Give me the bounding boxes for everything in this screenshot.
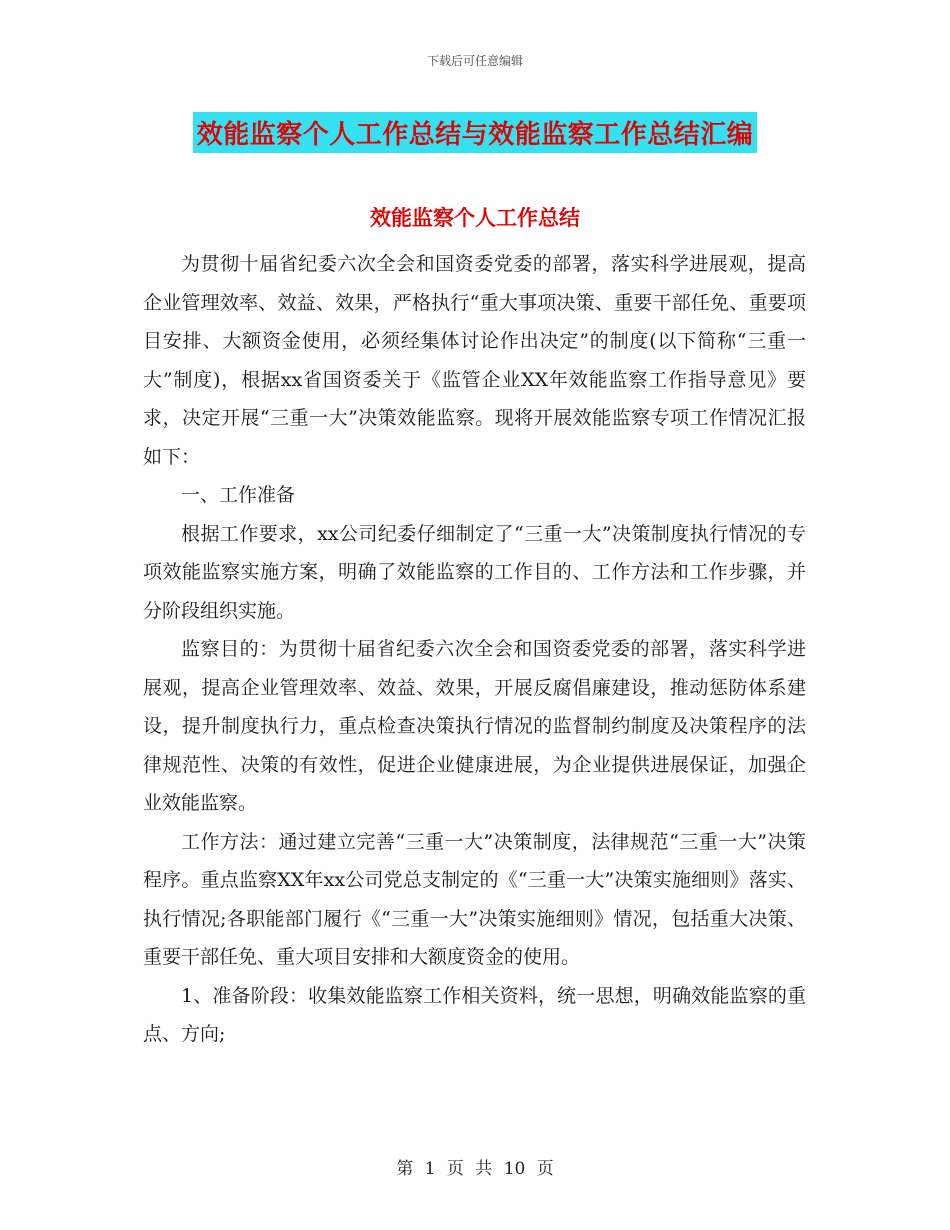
- paragraph: 1、准备阶段：收集效能监察工作相关资料，统一思想，明确效能监察的重点、方向;: [143, 984, 806, 1045]
- page-footer: 第 1 页 共 10 页: [396, 1159, 554, 1179]
- paragraph: 根据工作要求，xx公司纪委仔细制定了“三重一大”决策制度执行情况的专项效能监察实施方案，明确了效能监察的工作目的、工作方法和工作步骤，并分阶段组织实施。: [143, 522, 806, 622]
- paragraph: 为贯彻十届省纪委六次全会和国资委党委的部署，落实科学进展观，提高企业管理效率、效益、效果，严格执行“重大事项决策、重要干部任免、重要项目安排、大额资金使用，必须经集体讨论作出决定”的制度(以下简称“三重一大”制度)，根据xx省国资委关于《监管企业XX年效能监察工作指导意见》要求，决定开展“三重一大”决策效能监察。现将开展效能监察专项工作情况汇报如下：: [143, 253, 806, 468]
- paragraph: 一、工作准备: [181, 484, 296, 506]
- document-title: 效能监察个人工作总结与效能监察工作总结汇编: [193, 112, 758, 153]
- section-title: 效能监察个人工作总结: [370, 206, 580, 230]
- paragraph: 工作方法：通过建立完善“三重一大”决策制度，法律规范“三重一大”决策程序。重点监察XX年xx公司党总支制定的《“三重一大”决策实施细则》落实、执行情况;各职能部门履行《“三重一大”决策实施细则》情况，包括重大决策、重要干部任免、重大项目安排和大额度资金的使用。: [143, 830, 806, 968]
- document-body: [143, 245, 806, 1054]
- page-header-note: 下载后可任意编辑: [426, 54, 523, 68]
- paragraph: 监察目的：为贯彻十届省纪委六次全会和国资委党委的部署，落实科学进展观，提高企业管理效率、效益、效果，开展反腐倡廉建设，推动惩防体系建设，提升制度执行力，重点检查决策执行情况的监督制约制度及决策程序的法律规范性、决策的有效性，促进企业健康进展，为企业提供进展保证，加强企业效能监察。: [143, 638, 806, 814]
- document-title-container: [0, 112, 950, 153]
